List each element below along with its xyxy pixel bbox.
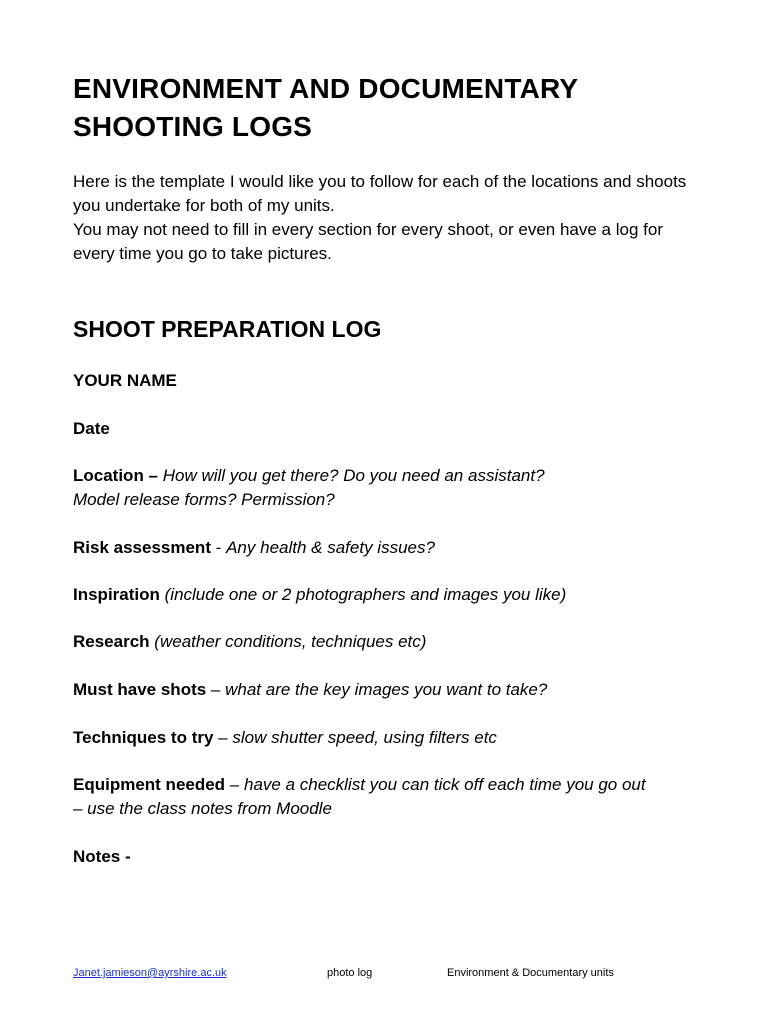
field-label: Notes - bbox=[73, 847, 131, 866]
field-description: (weather conditions, techniques etc) bbox=[154, 632, 427, 651]
footer-right-text: Environment & Documentary units bbox=[447, 967, 614, 979]
field-your-name bbox=[73, 369, 693, 393]
field-label: Location – bbox=[73, 466, 159, 485]
field-label: Must have shots bbox=[73, 680, 207, 699]
field-separator: – bbox=[225, 775, 244, 794]
field-label: YOUR NAME bbox=[73, 371, 177, 390]
field-label: Equipment needed bbox=[73, 775, 226, 794]
field-label: Techniques to try bbox=[73, 728, 214, 747]
intro-text bbox=[73, 170, 693, 266]
section-title: SHOOT PREPARATION LOG bbox=[73, 316, 382, 342]
field-description: slow shutter speed, using filters etc bbox=[232, 728, 497, 747]
field-description: (include one or 2 photographers and images you like) bbox=[164, 585, 567, 604]
intro-paragraph-2: You may not need to fill in every section for every shoot, or even have a log for every time you go to take pictures. bbox=[73, 220, 663, 263]
footer-email-link[interactable]: Janet.jamieson@ayrshire.ac.uk bbox=[73, 967, 227, 979]
field-separator: – bbox=[213, 728, 233, 747]
field-techniques-to-try bbox=[73, 726, 693, 750]
field-label: Research bbox=[73, 632, 150, 651]
field-label: Inspiration bbox=[73, 585, 160, 604]
field-description: have a checklist you can tick off each time you go out – use the class notes from Moodle bbox=[73, 775, 646, 818]
intro-paragraph-1: Here is the template I would like you to follow for each of the locations and shoots you undertake for both of my units. bbox=[73, 172, 687, 215]
field-description: Any health & safety issues? bbox=[226, 538, 435, 557]
footer-center-text: photo log bbox=[327, 967, 373, 979]
field-research bbox=[73, 630, 693, 654]
field-separator: - bbox=[210, 538, 227, 557]
field-description: what are the key images you want to take? bbox=[225, 680, 548, 699]
page-footer bbox=[73, 965, 693, 981]
field-inspiration bbox=[73, 583, 693, 607]
field-location bbox=[73, 464, 693, 512]
field-notes bbox=[73, 845, 693, 869]
field-must-have-shots bbox=[73, 678, 693, 702]
field-separator: – bbox=[206, 680, 226, 699]
document-title: ENVIRONMENT AND DOCUMENTARY SHOOTING LOGS bbox=[73, 73, 578, 142]
field-risk-assessment bbox=[73, 536, 693, 560]
field-description: How will you get there? Do you need an assistant? Model release forms? Permission? bbox=[73, 466, 545, 509]
field-label: Date bbox=[73, 419, 110, 438]
field-label: Risk assessment bbox=[73, 538, 211, 557]
field-date bbox=[73, 417, 693, 441]
field-equipment-needed bbox=[73, 773, 653, 821]
